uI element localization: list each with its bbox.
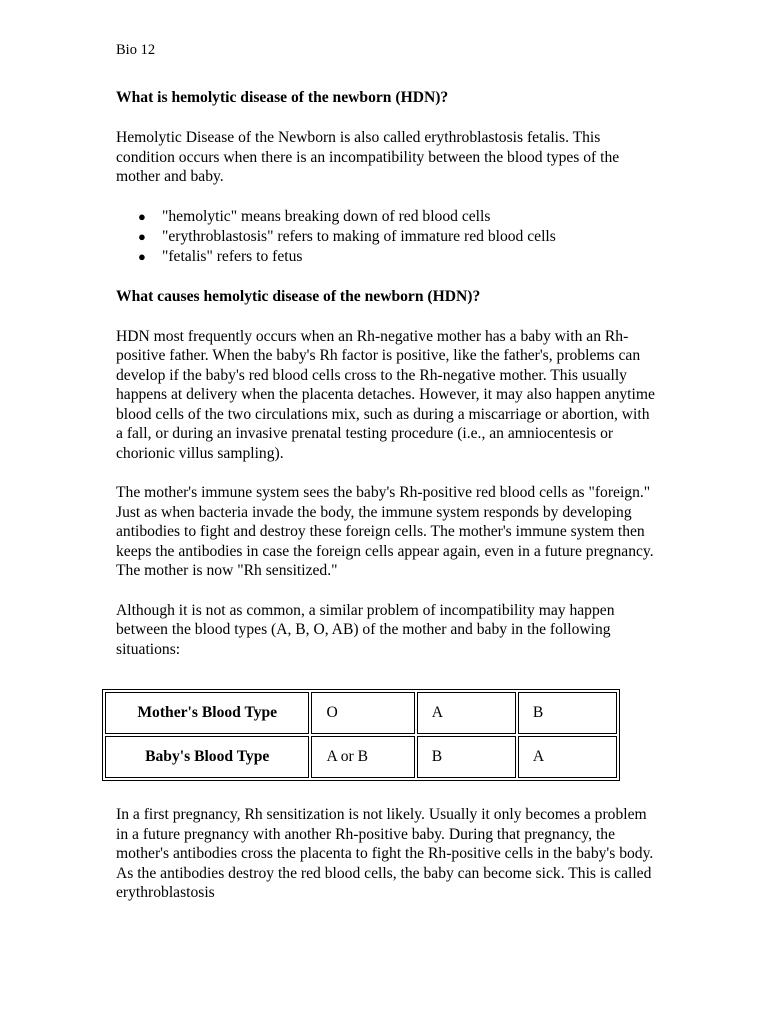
table-row: [105, 736, 617, 778]
document-page: [116, 40, 656, 923]
list-item-text: "erythroblastosis" refers to making of immature red blood cells: [162, 227, 556, 245]
list-item: [138, 227, 656, 247]
immune-paragraph: The mother's immune system sees the baby's Rh-positive red blood cells as "foreign." Just as when bacteria invade the body, the immune system responds by developing antibodies to fight and destroy these foreign cells. The mother's immune system then keeps the antibodies in case the foreign cells appear again, even in a future pregnancy. The mother is now "Rh sensitized.": [116, 484, 654, 579]
bullet-icon: ●: [138, 248, 146, 264]
row-header-baby: Baby's Blood Type: [105, 736, 309, 778]
section-heading-what-is-hdn: What is hemolytic disease of the newborn (HDN)?: [116, 89, 449, 106]
list-item: [138, 207, 656, 227]
blood-type-table: [102, 689, 620, 781]
list-item: [138, 247, 656, 267]
list-item-text: "fetalis" refers to fetus: [162, 247, 303, 265]
definition-paragraph: Hemolytic Disease of the Newborn is also called erythroblastosis fetalis. This condition occurs when there is an incompatibility between the blood types of the mother and baby.: [116, 129, 620, 185]
table-cell: O: [311, 692, 414, 734]
table-row: [105, 692, 617, 734]
table-cell: A: [417, 692, 516, 734]
table-cell: B: [417, 736, 516, 778]
bullet-icon: ●: [138, 228, 146, 244]
course-label: Bio 12: [116, 42, 156, 58]
table-cell: A: [518, 736, 617, 778]
term-list: [116, 207, 656, 267]
closing-paragraph: In a first pregnancy, Rh sensitization is not likely. Usually it only becomes a problem in a future pregnancy with another Rh-positive baby. During that pregnancy, the mother's antibodies cross the placenta to fight the Rh-positive cells in the baby's body. As the antibodies destroy the red blood cells, the baby can become sick. This is called erythroblastosis: [116, 806, 654, 901]
abo-paragraph: Although it is not as common, a similar problem of incompatibility may happen between the blood types (A, B, O, AB) of the mother and baby in the following situations:: [116, 601, 615, 658]
row-header-mother: Mother's Blood Type: [105, 692, 309, 734]
table-cell: B: [518, 692, 617, 734]
section-heading-causes: What causes hemolytic disease of the newborn (HDN)?: [116, 287, 481, 305]
table-cell: A or B: [311, 736, 414, 778]
bullet-icon: ●: [138, 208, 146, 224]
list-item-text: "hemolytic" means breaking down of red blood cells: [162, 207, 491, 225]
causes-paragraph: HDN most frequently occurs when an Rh-negative mother has a baby with an Rh-positive father. When the baby's Rh factor is positive, like the father's, problems can develop if the baby's red blood cells cross to the Rh-negative mother. This usually happens at delivery when the placenta detaches. However, it may also happen anytime blood cells of the two circulations mix, such as during a miscarriage or abortion, with a fall, or during an invasive prenatal testing procedure (i.e., an amniocentesis or chorionic villus sampling).: [116, 327, 655, 462]
